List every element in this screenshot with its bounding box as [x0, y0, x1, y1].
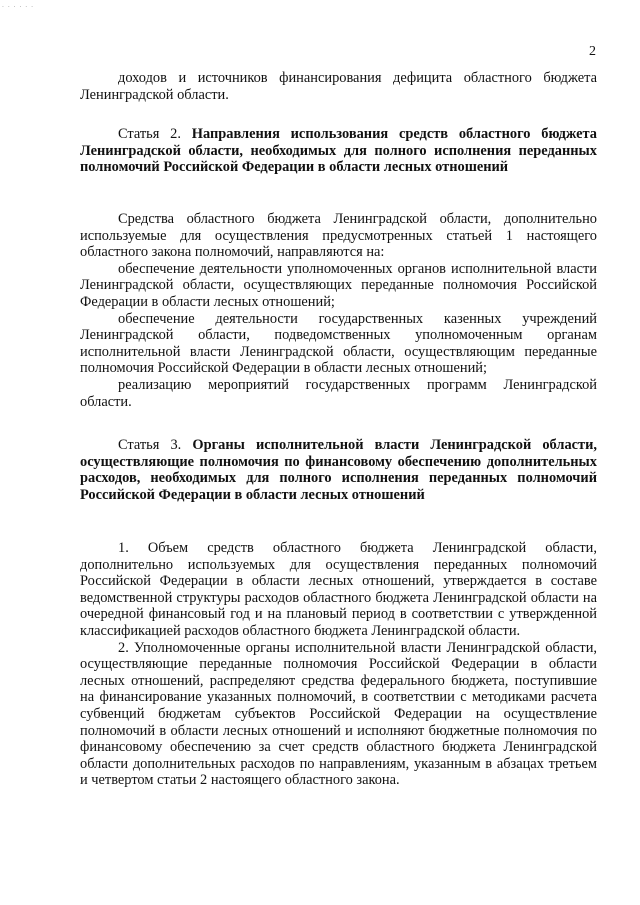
article-2-title: Направления использования средств областного бюджета Ленинградской области, необходимых для полного исполнения переданных полномочий Российской Федерации в области лесных отношений — [80, 126, 597, 176]
intro-line: доходов и источников финансирования дефицита областного бюджета Ленинградской области. — [80, 70, 597, 103]
article-2-intro: Средства областного бюджета Ленинградской области, дополнительно используемые для осуществления предусмотренных статьей 1 настоящего областного закона полномочий, направляются на: — [80, 211, 597, 261]
article-2-body — [80, 211, 597, 410]
article-2-item-2: обеспечение деятельности государственных казенных учреждений Ленинградской области, подведомственных уполномоченным органам исполнительной власти Ленинградской области, осуществляющим переданные полномочия Российской Федерации в области лесных отношений; — [80, 310, 597, 377]
article-3-paragraph-2: 2. Уполномоченные органы исполнительной власти Ленинградской области, осуществляющие переданные полномочия Российской Федерации в области лесных отношений, распределяют средства федерального бюджета, поступившие на финансирование указанных полномочий, в соответствии с методиками расчета субвенций бюджетам субъектов Российской Федерации на осуществление полномочий в области лесных отношений и исполняют бюджетные полномочия по финансовому обеспечению за счет средств областного бюджета Ленинградской области дополнительных расходов по направлениям, указанным в абзацах третьем и четвертом статьи 2 настоящего областного закона. — [80, 639, 597, 789]
article-2-item-3: реализацию мероприятий государственных программ Ленинградской области. — [80, 376, 597, 410]
article-3-heading — [80, 437, 597, 503]
article-3-title: Органы исполнительной власти Ленинградской области, осуществляющие полномочия по финансовому обеспечению дополнительных расходов, необходимых для полного исполнения переданных полномочий Российской Федерации в области лесных отношений — [80, 437, 598, 503]
intro-paragraph — [80, 70, 597, 103]
scan-corner-mark: · · · · · · — [2, 4, 34, 11]
article-3-body — [80, 540, 597, 789]
article-2 — [80, 126, 597, 176]
article-3 — [80, 437, 597, 503]
article-2-label: Статья 2. — [118, 126, 181, 142]
article-2-heading — [80, 126, 597, 176]
article-3-label: Статья 3. — [118, 437, 182, 453]
article-2-item-1: обеспечение деятельности уполномоченных органов исполнительной власти Ленинградской области, осуществляющих переданные полномочия Российской Федерации в области лесных отношений; — [80, 260, 597, 310]
article-3-paragraph-1: 1. Объем средств областного бюджета Ленинградской области, дополнительно используемых для осуществления переданных полномочий Российской Федерации в области лесных отношений, утверждается в составе ведомственной структуры расходов областного бюджета Ленинградской области на очередной финансовый год и на плановый период в соответствии с утвержденной классификацией расходов областного бюджета Ленинградской области. — [80, 540, 597, 639]
page-number: 2 — [589, 44, 596, 59]
